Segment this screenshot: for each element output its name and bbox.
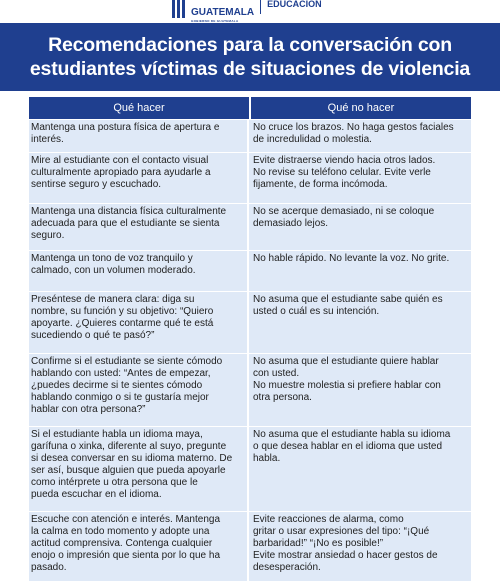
- cell-do: Mantenga una distancia física culturalmente adecuada para que el estudiante se sienta seguro.: [29, 204, 249, 250]
- cell-dont: No cruce los brazos. No haga gestos faciales de incredulidad o molestia.: [253, 122, 454, 145]
- cell-dont: No hable rápido. No levante la voz. No grite.: [253, 253, 450, 264]
- cell-dont: No asuma que el estudiante habla su idioma o que desea hablar en el idioma que usted habla.: [253, 429, 451, 464]
- table-row: [29, 291, 471, 353]
- table-header: [29, 97, 471, 119]
- column-header-do: Qué hacer: [29, 97, 251, 119]
- table-row: [29, 152, 471, 203]
- recommendations-table: [29, 97, 471, 581]
- logo-gov-block: [191, 0, 254, 23]
- cell-do: Mantenga una postura física de apertura e interés.: [29, 120, 249, 152]
- cell-dont: Evite reacciones de alarma, como gritar o usar expresiones del tipo: “¡Qué barbaridad!” “¡No es posible!” Evite mostrar ansiedad o hacer gestos de desesperación.: [253, 514, 438, 573]
- guatemala-emblem-icon: [172, 0, 186, 18]
- table-row: [29, 426, 471, 511]
- cell-do: Mantenga un tono de voz tranquilo y calmado, con un volumen moderado.: [29, 251, 249, 291]
- logo-divider: [260, 0, 261, 14]
- table-row: [29, 353, 471, 426]
- logo-edu-text: EDUCACION: [267, 0, 322, 9]
- table-row: [29, 511, 471, 581]
- column-header-dont: Qué no hacer: [327, 102, 395, 114]
- cell-dont: No asuma que el estudiante sabe quién es usted o cuál es su intención.: [253, 294, 443, 317]
- logo-gov-subtext: GOBIERNO DE GUATEMALA: [191, 19, 239, 23]
- top-bar: [0, 0, 500, 22]
- title-banner: [0, 23, 500, 91]
- cell-dont: Evite distraerse viendo hacia otros lados. No revise su teléfono celular. Evite verle fijamente, de forma incómoda.: [253, 155, 436, 190]
- cell-do: Si el estudiante habla un idioma maya, garífuna o xinka, diferente al suyo, pregunte si desea conversar en su idioma materno. De ser así, busque alguien que pueda apoyarle como intérprete u otra persona que le pueda escuchar en el idioma.: [29, 427, 249, 511]
- cell-do: Preséntese de manera clara: diga su nombre, su función y su objetivo: “Quiero apoyarte. ¿Quieres contarme qué te está sucediendo o qué te pasó?”: [29, 292, 249, 353]
- logo-gov-text: GUATEMALA: [191, 7, 255, 18]
- table-row: [29, 250, 471, 291]
- table-row: [29, 203, 471, 250]
- cell-do: Confirme si el estudiante se siente cómodo hablando con usted: “Antes de empezar, ¿puedes decirme si te sientes cómodo hablando conmigo o si te gustaría mejor hablar con otra persona?”: [29, 354, 249, 426]
- cell-do: Escuche con atención e interés. Mantenga la calma en todo momento y adopte una actitud comprensiva. Contenga cualquier enojo o impresión que sienta por lo que ha pasado.: [29, 512, 249, 581]
- cell-dont: No se acerque demasiado, ni se coloque demasiado lejos.: [253, 206, 435, 229]
- cell-do: Mire al estudiante con el contacto visual culturalmente apropiado para ayudarle a sentirse seguro y escuchado.: [29, 153, 249, 203]
- page-title: Recomendaciones para la conversación con estudiantes víctimas de situaciones de violencia: [29, 34, 471, 80]
- table-row: [29, 119, 471, 152]
- ministry-logo: [172, 0, 322, 23]
- cell-dont: No asuma que el estudiante quiere hablar con usted. No muestre molestia si prefiere hablar con otra persona.: [253, 356, 441, 403]
